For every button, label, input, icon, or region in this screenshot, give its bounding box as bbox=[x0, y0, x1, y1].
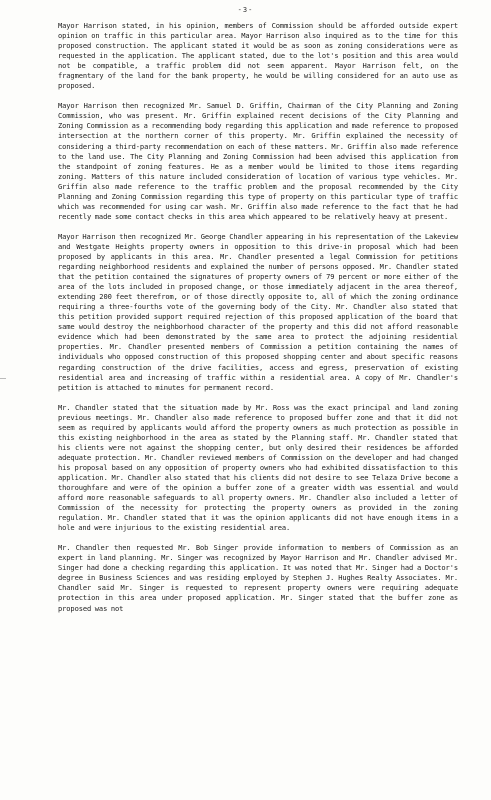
paragraph-5: Mr. Chandler then requested Mr. Bob Singer provide information to members of Commission as an expert in land planning. Mr. Singer was recognized by Mayor Harrison and Mr. Chandler advised Mr. Singer had done a checking regarding this application. It was noted that Mr. Singer had a Doctor's degree in Business Sciences and was residing employed by Stephen J. Hughes Realty Associates. Mr. Chandler said Mr. Singer is requested to represent property owners were requiring adequate protection in this area under proposed application. Mr. Singer stated that the buffer zone as proposed was not bbox=[58, 543, 458, 613]
paragraph-4: Mr. Chandler stated that the situation made by Mr. Ross was the exact principal and land zoning previous meetings. Mr. Chandler also made reference to proposed buffer zone and that it did not seem as required by applicants would afford the property owners as much protection as possible in this existing neighborhood in the area as stated by the Planning staff. Mr. Chandler stated that his clients were not against the shopping center, but only desired their residences be afforded adequate protection. Mr. Chandler reviewed members of Commission on the developer and had changed his proposal based on any opposition of property owners who had exhibited dissatisfaction to this application. Mr. Chandler also stated that his clients did not desire to see Telaza Drive become a thoroughfare and were of the opinion a buffer zone of a greater width was essential and would afford more reasonable safeguards to all property owners. Mr. Chandler also included a letter of Commission of the necessity for protecting the property owners as provided in the zoning regulation. Mr. Chandler stated that it was the opinion applicants did not have enough items in a hole and were injurious to the existing residential area. bbox=[58, 402, 458, 533]
page-number: -3- bbox=[237, 6, 254, 14]
paragraph-2: Mayor Harrison then recognized Mr. Samuel D. Griffin, Chairman of the City Planning and Zoning Commission, who was present. Mr. Griffin explained recent decisions of the City Planning and Zoning Commission as a recommending body regarding this application and made reference to proposed intersection at the northern corner of this property. Mr. Griffin explained the necessity of considering a third-party recommendation on each of these matters. Mr. Griffin also made reference to the land use. The City Planning and Zoning Commission had been advised this application from the standpoint of zoning features. He as a member would be limited to those items regarding zoning. Matters of this nature included consideration of location of various type vehicles. Mr. Griffin also made reference to the traffic problem and the proposal recommended by the City Planning and Zoning Commission regarding this type of property on this particular type of traffic which was recommended for using car wash. Mr. Griffin also made reference to the fact that he had recently made some contact checks in this area which appeared to be relatively heavy at present. bbox=[58, 101, 458, 221]
paragraph-1: Mayor Harrison stated, in his opinion, members of Commission should be afforded outside expert opinion on traffic in this particular area. Mayor Harrison also inquired as to the time for this proposed construction. The applicant stated it would be as soon as zoning considerations were as requested in the application. The applicant stated, due to the lot's position and this area would not be compatible, a traffic problem did not seem apparent. Mayor Harrison felt, on the fragmentary of the land for the bank property, he would be willing considered for an auto use as proposed. bbox=[58, 21, 458, 91]
paragraph-3: Mayor Harrison then recognized Mr. George Chandler appearing in his representation of the Lakeview and Westgate Heights property owners in opposition to this drive-in proposal which had been proposed by applicants in this area. Mr. Chandler presented a legal Commission for petitions regarding neighborhood residents and explained the number of persons opposed. Mr. Chandler stated that the petition contained the signatures of property owners of 79 percent or more either of the area of the lots included in proposed change, or those immediately adjacent in the area thereof, extending 200 feet therefrom, or of those directly opposite to, all of which the zoning ordinance requiring a three-fourths vote of the governing body of the City. Mr. Chandler also stated that this petition provided support required rejection of this proposed application of the board that same would destroy the neighborhood character of the property and this did not afford reasonable evidence which had been demonstrated by the same area to protect the adjoining residential properties. Mr. Chandler presented members of Commission a petition containing the names of individuals who opposed construction of this proposed shopping center and about specific reasons regarding construction of the drive facilities, access and egress, preservation of existing residential area and increasing of traffic within a residential area. A copy of Mr. Chandler's petition is attached to minutes for permanent record. bbox=[58, 231, 458, 392]
scan-mark bbox=[0, 378, 6, 379]
body-text bbox=[58, 21, 458, 624]
